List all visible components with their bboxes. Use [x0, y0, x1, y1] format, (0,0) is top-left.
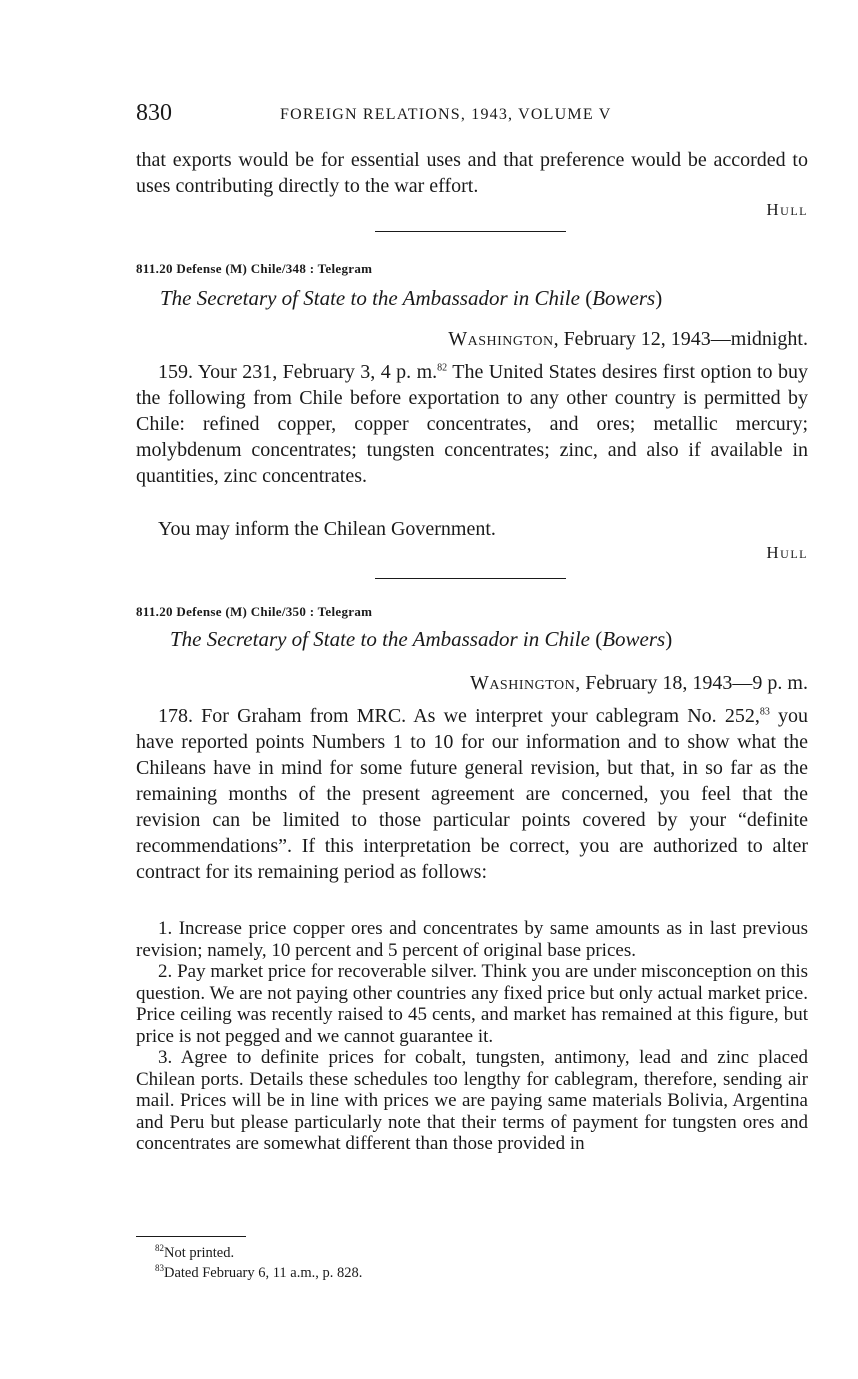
body-rest: you have reported points Numbers 1 to 10 for our information and to show what the Chileans have in mind for some future general revision, but that, in so far as the remaining months of the present agreement are concerned, you feel that the revision can be limited to those particular points covered by your “definite recommendations”. If this interpretation be correct, you are authorized to alter contract for its remaining period as follows: [136, 705, 809, 883]
title-main: The Secretary of State to the Ambassador in Chile [160, 286, 580, 310]
document-title: The Secretary of State to the Ambassador in Chile (Bowers) [160, 286, 663, 310]
footnote-83 [155, 1265, 362, 1282]
dateline [470, 672, 808, 695]
title-name: Bowers [602, 627, 666, 651]
footnote-mark: 83 [155, 1263, 164, 1274]
file-reference: 811.20 Defense (M) Chile/350 : Telegram [136, 604, 373, 619]
dateline-place: Washington [469, 672, 576, 694]
dateline-date: , February 18, 1943—9 p. m. [575, 672, 808, 694]
file-reference: 811.20 Defense (M) Chile/348 : Telegram [136, 261, 373, 276]
telegram-body [136, 703, 808, 885]
signature-hull: Hull [766, 200, 808, 219]
dateline-place: Washington [448, 328, 554, 350]
body-start: 178. For Graham from MRC. As we interpret your cablegram No. 252, [158, 705, 760, 727]
dateline [448, 328, 808, 351]
body-start: 159. Your 231, February 3, 4 p. m. [158, 361, 438, 383]
footnote-ref-82: 82 [437, 362, 448, 374]
section-divider [375, 578, 566, 579]
dateline-date: , February 12, 1943—midnight. [553, 328, 808, 350]
numbered-list [136, 918, 808, 1155]
footnote-ref-83: 83 [759, 706, 770, 718]
footnote-82 [155, 1245, 234, 1262]
footnote-rule [136, 1236, 246, 1237]
title-name: Bowers [592, 286, 656, 310]
section-divider [375, 231, 566, 232]
footnote-text: Not printed. [164, 1245, 235, 1261]
list-item-3: 3. Agree to definite prices for cobalt, tungsten, antimony, lead and zinc placed Chilean ports. Details these schedules too lengthy for cablegram, therefore, sending air mail. Prices will be in line with prices we are paying same materials Bolivia, Argentina and Peru but please particularly note that their terms of payment for tungsten ores and concentrates are somewhat different than those provided in [136, 1047, 808, 1154]
list-item-2: 2. Pay market price for recoverable silver. Think you are under misconception on this question. We are not paying other countries any fixed price but only actual market price. Price ceiling was recently raised to 45 cents, and market has remained at this figure, but price is not pegged and we cannot guarantee it. [136, 961, 808, 1047]
telegram-closing-line: You may inform the Chilean Government. [158, 518, 496, 540]
page-number: 830 [136, 100, 172, 126]
continuation-paragraph: that exports would be for essential uses and that preference would be accorded to uses contributing directly to the war effort. [136, 149, 808, 197]
list-item-1: 1. Increase price copper ores and concentrates by same amounts as in last previous revision; namely, 10 percent and 5 percent of original base prices. [136, 918, 808, 961]
footnote-text: Dated February 6, 11 a.m., p. 828. [164, 1265, 363, 1281]
running-title: FOREIGN RELATIONS, 1943, VOLUME V [280, 106, 612, 123]
title-main: The Secretary of State to the Ambassador in Chile [170, 627, 590, 651]
footnote-mark: 82 [155, 1243, 164, 1254]
signature-hull: Hull [766, 543, 808, 562]
document-title: The Secretary of State to the Ambassador in Chile (Bowers) [170, 627, 673, 651]
body-rest: The United States desires first option to buy the following from Chile before exportation to any other country is permitted by Chile: refined copper, copper concentrates, and ores; metallic mercury; molybdenum concentrates; tungsten concentrates; zinc, and also if available in quantities, zinc concentrates. [136, 361, 808, 487]
telegram-body [136, 359, 808, 489]
running-head [136, 100, 808, 132]
